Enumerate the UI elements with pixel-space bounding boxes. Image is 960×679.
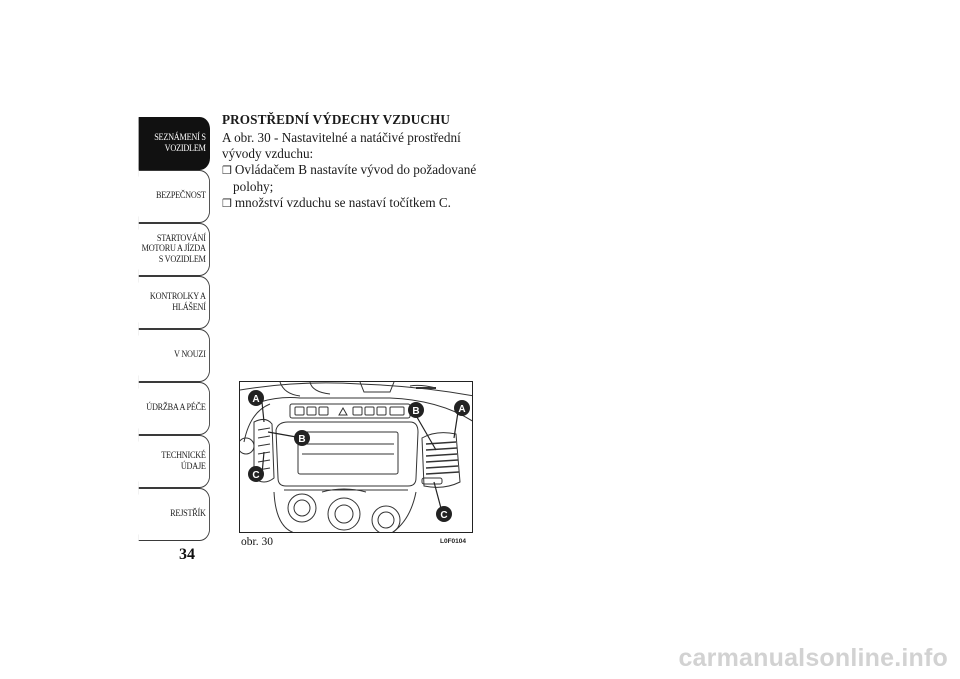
bullet-item [222, 162, 502, 195]
dashboard-illustration [240, 382, 473, 533]
tab-startovani[interactable] [139, 223, 210, 276]
tab-technicke-udaje[interactable] [139, 435, 210, 488]
tab-label: BEZPEČNOST [156, 190, 206, 202]
bullet-item [222, 195, 502, 212]
tab-label: STARTOVÁNÍ MOTORU A JÍZDA S VOZIDLEM [141, 232, 206, 265]
figure-center-vents [239, 381, 473, 533]
tab-v-nouzi[interactable] [139, 329, 210, 382]
tab-label: ÚDRŽBA A PÉČE [146, 402, 206, 414]
section-content [222, 111, 502, 212]
callout-label: A [458, 404, 466, 415]
bullet-box-icon: ❒ [222, 198, 232, 210]
tab-label: V NOUZI [173, 349, 206, 361]
callout-label: A [252, 394, 260, 405]
bullet-text: Ovládačem B nastavíte vývod do požadované polohy; [233, 162, 477, 194]
tab-bezpecnost[interactable] [139, 170, 210, 223]
tab-label: SEZNÁMENÍ S VOZIDLEM [154, 132, 206, 154]
figure-code: L0F0104 [440, 538, 467, 545]
intro-paragraph: A obr. 30 - Nastavitelné a natáčivé prostřední vývody vzduchu: [222, 130, 461, 161]
callout-label: B [412, 406, 420, 417]
section-heading: PROSTŘEDNÍ VÝDECHY VZDUCHU [222, 112, 451, 127]
tab-rejstrik[interactable] [139, 488, 210, 541]
page-number: 34 [179, 546, 195, 563]
callout-label: C [252, 470, 260, 481]
bullet-box-icon: ❒ [222, 165, 232, 177]
tab-label: TECHNICKÉ ÚDAJE [161, 450, 206, 472]
watermark: carmanualsonline.info [678, 644, 948, 672]
tab-seznameni-s-vozidlem[interactable] [139, 117, 210, 170]
chapter-tabs [127, 117, 211, 541]
callout-label: C [440, 510, 448, 521]
tab-label: REJSTŘÍK [170, 508, 206, 520]
tab-kontrolky[interactable] [139, 276, 210, 329]
figure-caption: obr. 30 [241, 536, 273, 548]
callout-label: B [298, 434, 306, 445]
bullet-text: množství vzduchu se nastaví točítkem C. [234, 195, 451, 210]
tab-label: KONTROLKY A HLÁŠENÍ [149, 291, 206, 313]
tab-udrzba[interactable] [139, 382, 210, 435]
